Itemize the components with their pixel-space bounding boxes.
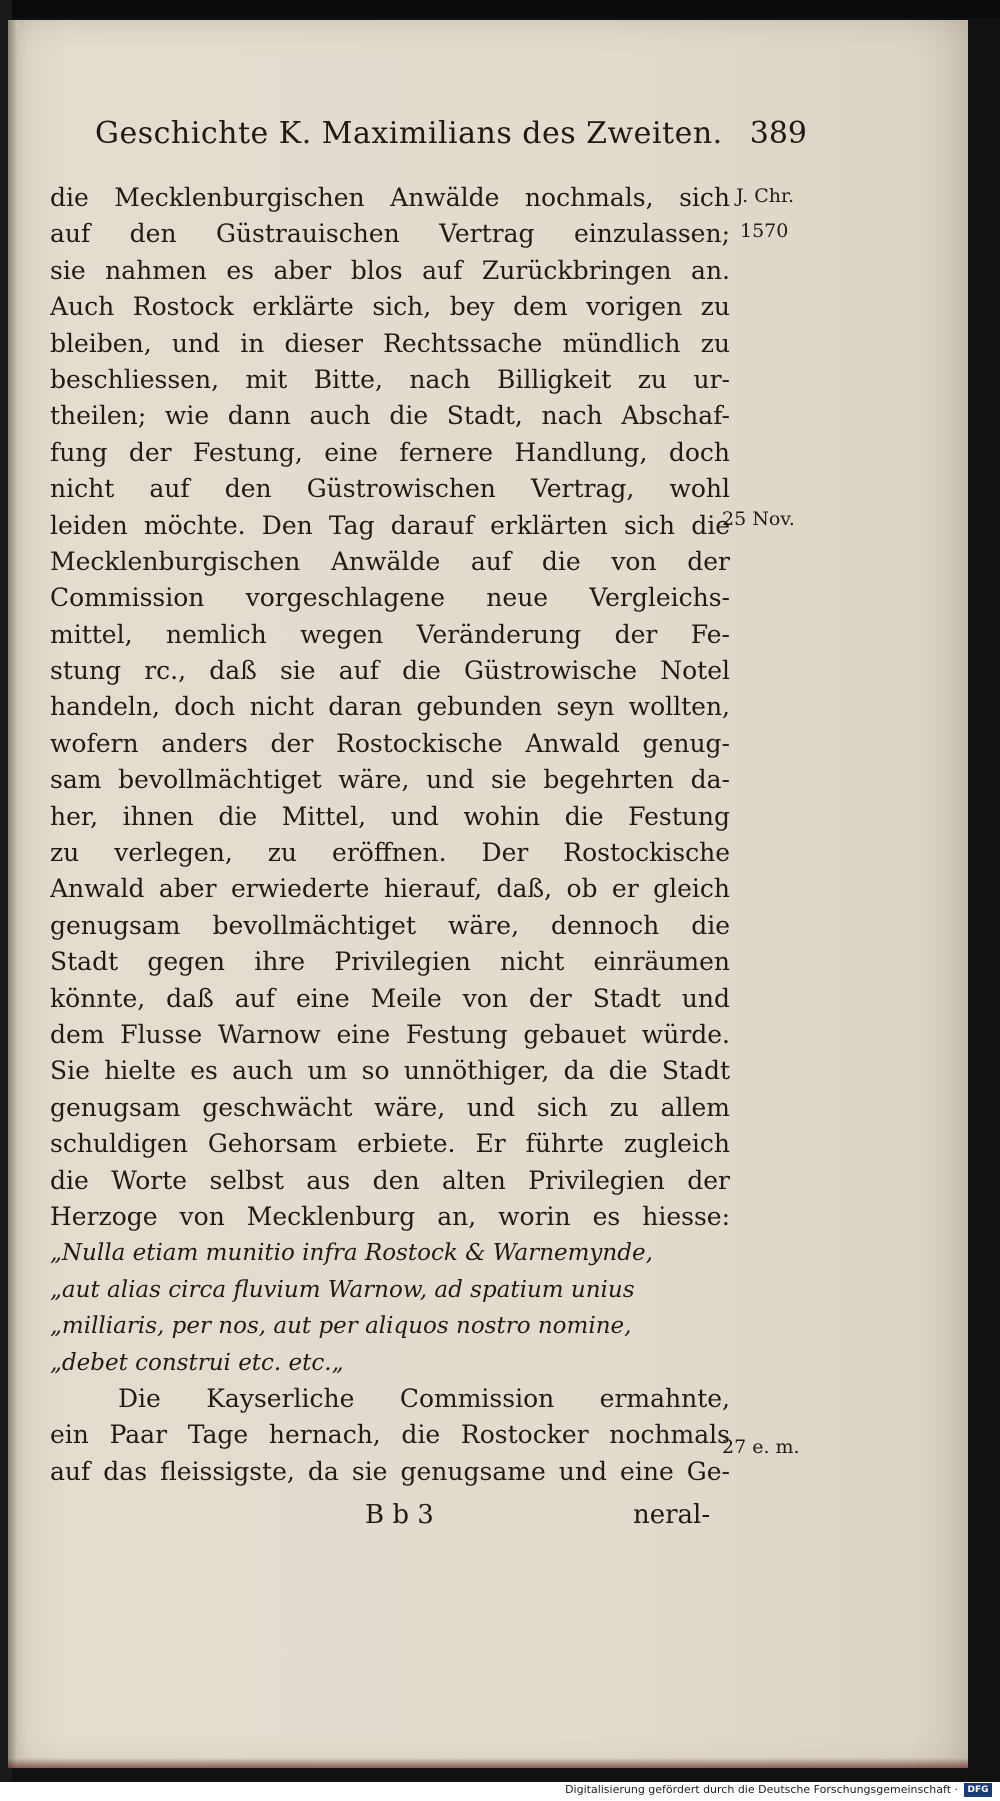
text-line: theilen; wie dann auch die Stadt, nach Abschaf- <box>50 401 730 431</box>
text-line: auf den Güstrauischen Vertrag einzulassen; <box>50 219 730 249</box>
text-line: die Mecklenburgischen Anwälde nochmals, sich <box>50 183 730 212</box>
text-line: Auch Rostock erklärte sich, bey dem vorigen zu <box>50 292 730 322</box>
text-line: könnte, daß auf eine Meile von der Stadt und <box>50 983 730 1013</box>
text-line: dem Flusse Warnow eine Festung gebauet würde. <box>50 1019 730 1049</box>
latin-quote-line: „milliaris, per nos, aut per aliquos nostro nomine, <box>50 1313 632 1340</box>
text-line: her, ihnen die Mittel, und wohin die Festung <box>50 801 730 831</box>
page-bottom-edge <box>8 1758 968 1768</box>
text-line: Mecklenburgischen Anwälde auf die von der <box>50 546 730 576</box>
latin-quote-line: „aut alias circa fluvium Warnow, ad spatium unius <box>50 1276 635 1303</box>
text-line: sie nahmen es aber blos auf Zurückbringen an. <box>50 255 730 285</box>
text-line: genugsam geschwächt wäre, und sich zu allem <box>50 1092 730 1122</box>
text-line: Anwald aber erwiederte hierauf, daß, ob er gleich <box>50 874 730 904</box>
latin-quote-line: „Nulla etiam munitio infra Rostock & Warnemynde, <box>50 1240 653 1267</box>
text-line: beschliessen, mit Bitte, nach Billigkeit zu ur- <box>50 364 730 394</box>
margin-note-year-label: J. Chr. <box>736 185 795 207</box>
paragraph-start-line: Die Kayserliche Commission ermahnte, <box>118 1383 730 1413</box>
text-line: leiden möchte. Den Tag darauf erklärten sich die <box>50 510 730 540</box>
latin-quote-line: „debet construi etc. etc.„ <box>50 1349 344 1376</box>
text-line: fung der Festung, eine fernere Handlung, doch <box>50 437 730 467</box>
page-number: 389 <box>749 116 807 151</box>
text-line: Commission vorgeschlagene neue Vergleichs- <box>50 583 730 613</box>
text-line: stung rc., daß sie auf die Güstrowische Notel <box>50 656 730 686</box>
text-line: die Worte selbst aus den alten Privilegien der <box>50 1165 730 1195</box>
text-line: auf das fleissigste, da sie genugsame und eine Ge- <box>50 1456 730 1486</box>
text-line: zu verlegen, zu eröffnen. Der Rostockische <box>50 838 730 868</box>
digitization-credit: Digitalisierung gefördert durch die Deutsche Forschungsgemeinschaft · <box>565 1783 958 1796</box>
text-line: wofern anders der Rostockische Anwald genug- <box>50 728 730 758</box>
page-gutter <box>8 20 18 1768</box>
dfg-logo-icon: DFG <box>964 1783 992 1797</box>
text-line: Herzoge von Mecklenburg an, worin es hiesse: <box>50 1201 730 1231</box>
signature-mark: B b 3 <box>365 1500 434 1530</box>
catchword: neral- <box>633 1500 711 1530</box>
scan-top-border <box>0 0 1000 18</box>
text-line: handeln, doch nicht daran gebunden seyn wollten, <box>50 692 730 722</box>
text-line: sam bevollmächtiget wäre, und sie begehrten da- <box>50 765 730 795</box>
margin-note-year: 1570 <box>740 220 789 242</box>
text-line: bleiben, und in dieser Rechtssache mündlich zu <box>50 328 730 358</box>
text-line: mittel, nemlich wegen Veränderung der Fe- <box>50 619 730 649</box>
text-line: nicht auf den Güstrowischen Vertrag, wohl <box>50 474 730 504</box>
page-header <box>95 116 807 162</box>
text-line: schuldigen Gehorsam erbiete. Er führte zugleich <box>50 1129 730 1159</box>
text-line: Sie hielte es auch um so unnöthiger, da die Stadt <box>50 1056 730 1086</box>
body-text <box>50 180 730 1490</box>
text-line: genugsam bevollmächtiget wäre, dennoch die <box>50 910 730 940</box>
text-line: ein Paar Tage hernach, die Rostocker nochmals <box>50 1420 730 1450</box>
running-head: Geschichte K. Maximilians des Zweiten. <box>95 116 723 151</box>
margin-note-date: 27 e. m. <box>722 1436 800 1458</box>
margin-note-date: 25 Nov. <box>722 508 795 530</box>
text-line: Stadt gegen ihre Privilegien nicht einräumen <box>50 947 730 977</box>
